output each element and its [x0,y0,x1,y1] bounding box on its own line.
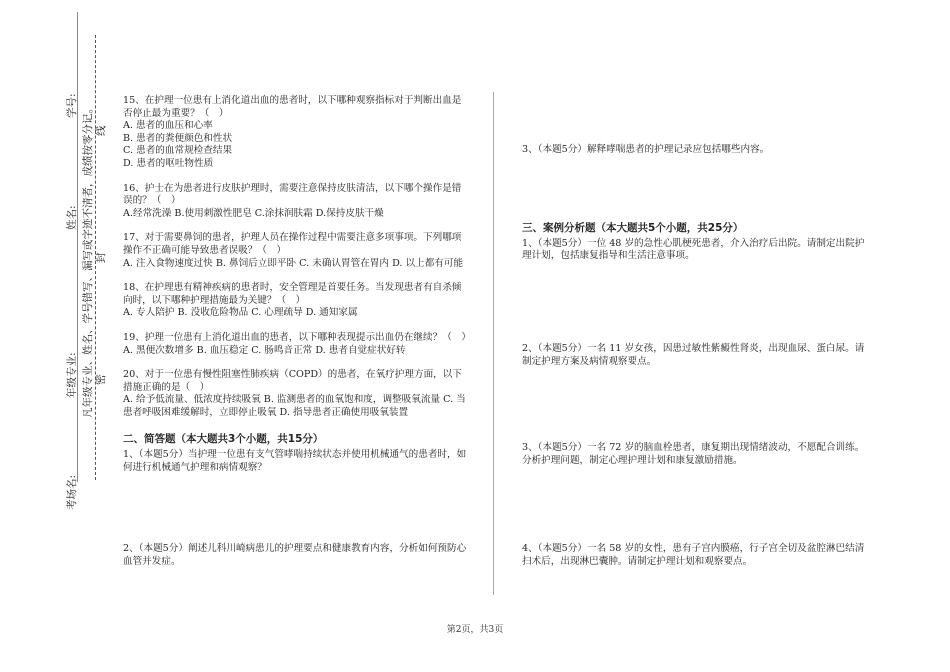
short-answer-q3-block [522,144,867,157]
grade-major-label: 年级专业: [66,352,78,398]
case-q4: 4、（本题5分）一名 58 岁的女性，患有子宫内膜癌，行子宫全切及盆腔淋巴结清扫术后，出现淋巴囊肿。请制定护理计划和观察要点。 [522,543,865,567]
seal-xian-char: 线 [95,125,107,136]
binding-margin [0,0,110,672]
section-title-case-analysis: 三、案例分析题（本大题共5个小题，共25分） [522,222,744,234]
option: B. 患者的粪便颜色和性状 [123,132,233,144]
section-title-short-answer: 二、简答题（本大题共3个小题，共15分） [123,433,324,446]
case-q3-block [522,442,867,467]
seal-mi-char: 密 [95,374,107,385]
case-analysis-section [522,222,867,263]
left-column [123,95,471,474]
question-stem: 15、在护理一位患有上消化道出血的患者时，以下哪种观察指标对于判断出血是否停止最为重要？（ ） [123,95,462,119]
page-number: 第2页，共3页 [446,625,504,635]
option: C. 患者的血常规检查结果 [123,145,233,157]
question-stem: 19、护理一位患有上消化道出血的患者，以下哪种表现提示出血仍在继续？（ ） [123,331,471,343]
question-15 [123,95,468,171]
short-answer-q2: 2、（本题5分）阐述儿科川崎病患儿的护理要点和健康教育内容，分析如何预防心血管并发症。 [123,543,467,567]
question-stem: 20、对于一位患有慢性阻塞性肺疾病（COPD）的患者，在氧疗护理方面，以下措施正确的是（ ） [123,369,462,393]
option: A. 患者的血压和心率 [123,120,213,132]
question-17 [123,232,468,270]
short-answer-q3: 3、（本题5分）解释哮喘患者的护理记录应包括哪些内容。 [522,144,770,155]
case-q1: 1、（本题5分）一位 48 岁的急性心肌梗死患者，介入治疗后出院。请制定出院护理计划，包括康复指导和生活注意事项。 [522,237,865,262]
option: A. 注入食物速度过快 B. 鼻饲后立即平卧 C. 未确认胃管在胃内 D. 以上都有可能 [123,257,464,269]
question-stem: 16、护士在为患者进行皮肤护理时，需要注意保持皮肤清洁，以下哪个操作是错误的？（ ） [123,182,462,207]
option: A. 给予低流量、低浓度持续吸氧 B. 监测患者的血氧饱和度，调整吸氧流量 C. 当患者呼吸困难缓解时，立即停止吸氧 D. 指导患者正确使用吸氧装置 [123,394,466,418]
seal-feng-char: 封 [95,252,107,263]
question-stem: 18、在护理患有精神疾病的患者时，安全管理是首要任务。当发现患者有自杀倾向时，以下哪种护理措施最为关键？（ ） [123,282,462,306]
student-id-label: 学号: [66,93,78,118]
question-18 [123,282,468,320]
binding-solid-line [77,12,78,482]
question-19 [123,331,471,357]
name-label: 姓名: [66,205,78,230]
option: A. 黑便次数增多 B. 血压稳定 C. 肠鸣音正常 D. 患者自觉症状好转 [123,344,406,356]
warning-line: 凡年级专业、姓名、学号错写、漏写或字迹不清者，成绩按零分记。 [82,103,94,418]
question-16 [123,183,468,221]
question-20 [123,369,468,419]
short-answer-q2-block [123,543,468,568]
case-q2: 2、（本题5分）一名 11 岁女孩，因患过敏性紫癜性肾炎，出现血尿、蛋白尿。请制定护理方案及病情观察要点。 [522,343,865,367]
question-stem: 17、对于需要鼻饲的患者，护理人员在操作过程中需要注意多项事项。下列哪项操作不正确可能导致患者误吸？（ ） [123,232,462,256]
exam-venue-label: 考场名: [66,474,78,510]
short-answer-q1: 1、（本题5分）当护理一位患有支气管哮喘持续状态并使用机械通气的患者时，如何进行机械通气护理和病情观察？ [123,449,467,473]
option: A. 专人陪护 B. 没收危险物品 C. 心理疏导 D. 通知家属 [123,307,358,319]
case-q3: 3、（本题5分）一名 72 岁的脑血栓患者，康复期出现情绪波动，不愿配合训练。分析护理问题，制定心理护理计划和康复激励措施。 [522,442,865,466]
column-divider [493,92,494,595]
option: A.经常洗澡 B.使用刺激性肥皂 C.涂抹润肤霜 D.保持皮肤干燥 [123,207,384,219]
option: D. 患者的呕吐物性质 [123,157,214,169]
case-q2-block [522,343,867,368]
case-q4-block [522,543,867,568]
